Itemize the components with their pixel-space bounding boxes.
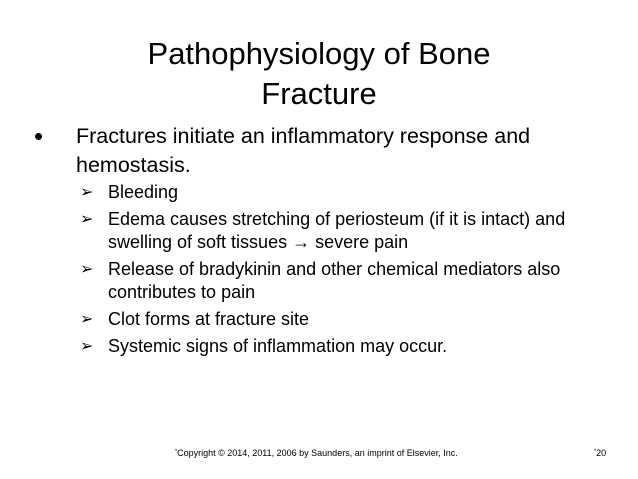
footer-dot-icon: • bbox=[175, 448, 178, 454]
sub-bullet-text: Clot forms at fracture site bbox=[108, 309, 310, 329]
sub-bullet-text: Edema causes stretching of periosteum (if it is intact) and swelling of soft tissues → severe pain bbox=[108, 209, 566, 252]
footer-dot-icon: • bbox=[594, 448, 597, 454]
slide-title-line-2: Fracture bbox=[261, 76, 377, 111]
sub-bullet-list bbox=[78, 181, 588, 362]
main-bullet bbox=[34, 122, 594, 180]
round-bullet-icon: • bbox=[34, 121, 44, 151]
sub-bullet-text: Release of bradykinin and other chemical mediators also contributes to pain bbox=[108, 259, 561, 302]
main-bullet-text: Fractures initiate an inflammatory response and hemostasis. bbox=[76, 124, 531, 177]
sub-bullet-item bbox=[78, 335, 588, 358]
page-number bbox=[594, 445, 606, 459]
page-number-text: 20 bbox=[596, 448, 607, 458]
sub-bullet-text: Bleeding bbox=[108, 182, 179, 202]
copyright-text: Copyright © 2014, 2011, 2006 by Saunders, an imprint of Elsevier, Inc. bbox=[177, 448, 458, 458]
sub-bullet-item bbox=[78, 258, 588, 304]
arrowhead-bullet-icon: ➢ bbox=[80, 338, 94, 355]
slide-title bbox=[0, 34, 638, 114]
sub-bullet-item bbox=[78, 181, 588, 204]
arrowhead-bullet-icon: ➢ bbox=[80, 211, 94, 228]
sub-bullet-text: Systemic signs of inflammation may occur. bbox=[108, 336, 448, 356]
copyright-notice bbox=[175, 445, 458, 459]
arrowhead-bullet-icon: ➢ bbox=[80, 261, 94, 278]
arrowhead-bullet-icon: ➢ bbox=[80, 311, 94, 328]
sub-bullet-item bbox=[78, 208, 588, 254]
sub-bullet-item bbox=[78, 308, 588, 331]
slide-title-line-1: Pathophysiology of Bone bbox=[147, 36, 491, 71]
arrowhead-bullet-icon: ➢ bbox=[80, 184, 94, 201]
